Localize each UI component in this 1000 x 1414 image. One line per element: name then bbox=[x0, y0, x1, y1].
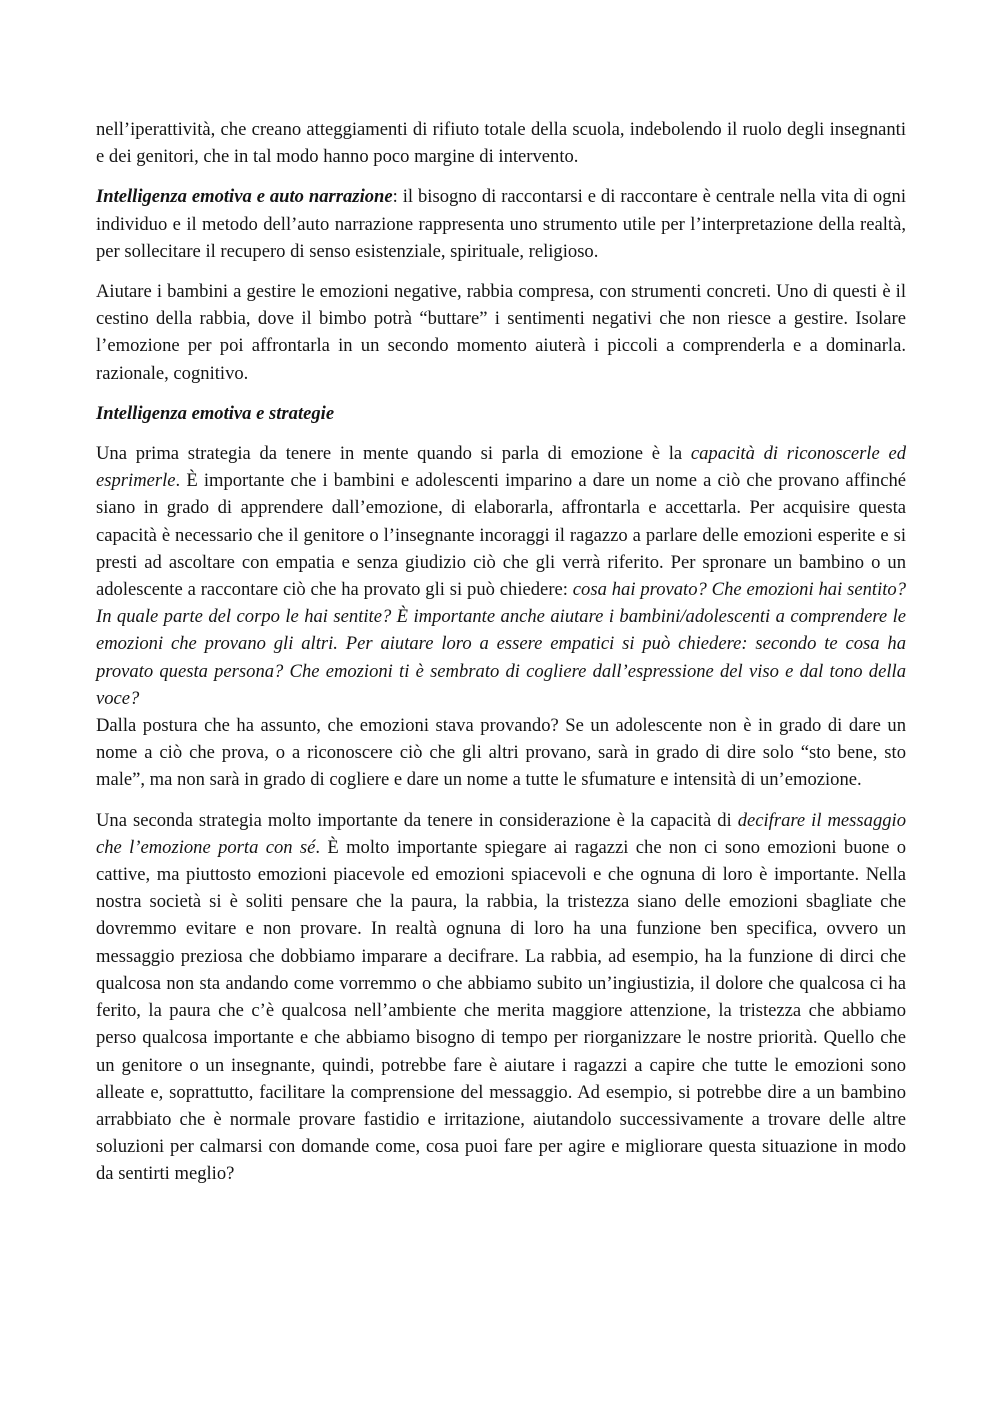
emphasis-questions: cosa hai provato? Che emozioni hai sentito? In quale parte del corpo le hai sentite? È importante anche aiutare i bambini/adolescenti a comprendere le emozioni che provano gli altri. Per aiutare loro a essere empatici si può chiedere: secondo te cosa ha provato questa persona? Che emozioni ti è sembrato di cogliere dall’espressione del viso e dal tono della voce? bbox=[96, 579, 906, 709]
emphasis-text: decifrare il messaggio che l’emozione porta con sé bbox=[96, 809, 906, 858]
paragraph-text: Aiutare i bambini a gestire le emozioni negative, rabbia compresa, con strumenti concreti. Uno di questi è il cestino della rabbia, dove il bimbo potrà “buttare” i sentimenti negativi che non riesce a gestire. Isolare l’emozione per poi affrontarla in un secondo momento aiuterà i piccoli a comprenderla e a dominarla. razionale, cognitivo. bbox=[96, 281, 906, 384]
paragraph-prima-strategia bbox=[96, 440, 906, 712]
document-page bbox=[96, 116, 906, 1201]
paragraph-auto-narrazione bbox=[96, 183, 906, 265]
paragraph-text: nell’iperattività, che creano atteggiamenti di rifiuto totale della scuola, indebolendo il ruolo degli insegnanti e dei genitori, che in tal modo hanno poco margine di intervento. bbox=[96, 119, 906, 168]
paragraph-iperattivita bbox=[96, 116, 906, 170]
paragraph-text: . È importante che i bambini e adolescenti imparino a dare un nome a ciò che provano affinché siano in grado di apprendere dall’emozione, di elaborarla, affrontarla e accettarla. Per acquisire questa capacità è necessario che il genitore o l’insegnante incoraggi il ragazzo a parlare delle emozioni esperite e si presti ad ascoltare con empatia e senza giudizio ciò che gli verrà riferito. Per spronare un bambino o un adolescente a raccontare ciò che ha provato gli si può chiedere: bbox=[96, 470, 906, 601]
paragraph-postura bbox=[96, 712, 906, 794]
paragraph-text: Dalla postura che ha assunto, che emozioni stava provando? Se un adolescente non è in grado di dare un nome a ciò che prova, o a riconoscere ciò che gli altri provano, sarà in grado di dire solo “sto bene, sto male”, ma non sarà in grado di cogliere e dare un nome a tutte le sfumature e intensità di un’emozione. bbox=[96, 715, 906, 791]
section-heading-strategie: Intelligenza emotiva e strategie bbox=[96, 402, 335, 424]
paragraph-text: : il bisogno di raccontarsi e di raccontare è centrale nella vita di ogni individuo e il metodo dell’auto narrazione rappresenta uno strumento utile per l’interpretazione della realtà, per sollecitare il recupero di senso esistenziale, spirituale, religioso. bbox=[96, 186, 906, 262]
paragraph-text: Una prima strategia da tenere in mente quando si parla di emozione è la bbox=[96, 443, 691, 465]
inline-title-auto-narrazione: Intelligenza emotiva e auto narrazione bbox=[96, 186, 393, 208]
emphasis-text: capacità di riconoscerle ed esprimerle bbox=[96, 443, 906, 492]
paragraph-text: . È molto importante spiegare ai ragazzi che non ci sono emozioni buone o cattive, ma piuttosto emozioni piacevole ed emozioni spiacevoli e che ognuna di loro è importante. Nella nostra società si è soliti pensare che la paura, la rabbia, la tristezza siano delle emozioni sbagliate che dovremmo evitare e non provare. In realtà ognuna di loro ha una funzione ben specifica, ovvero un messaggio preziosa che dobbiamo imparare a decifrare. La rabbia, ad esempio, ha la funzione di dirci che qualcosa non sta andando come vorremmo o che abbiamo subito un’ingiustizia, il dolore che qualcosa ci ha ferito, la paura che c’è qualcosa nell’ambiente che merita maggiore attenzione, la tristezza che abbiamo perso qualcosa importante e che abbiamo bisogno di tempo per riorganizzare le nostre priorità. Quello che un genitore o un insegnante, quindi, potrebbe fare è aiutare i ragazzi a capire che tutte le emozioni sono alleate e, soprattutto, facilitare la comprensione del messaggio. Ad esempio, si potrebbe dire a un bambino arrabbiato che è normale provare fastidio e irritazione, aiutandolo successivamente a trovare delle altre soluzioni per calmarsi con domande come, cosa puoi fare per agire e migliorare questa situazione in modo da sentirti meglio? bbox=[96, 836, 906, 1185]
paragraph-text: Una seconda strategia molto importante da tenere in considerazione è la capacità di bbox=[96, 809, 738, 831]
paragraph-cestino-rabbia bbox=[96, 278, 906, 387]
paragraph-seconda-strategia bbox=[96, 807, 906, 1188]
